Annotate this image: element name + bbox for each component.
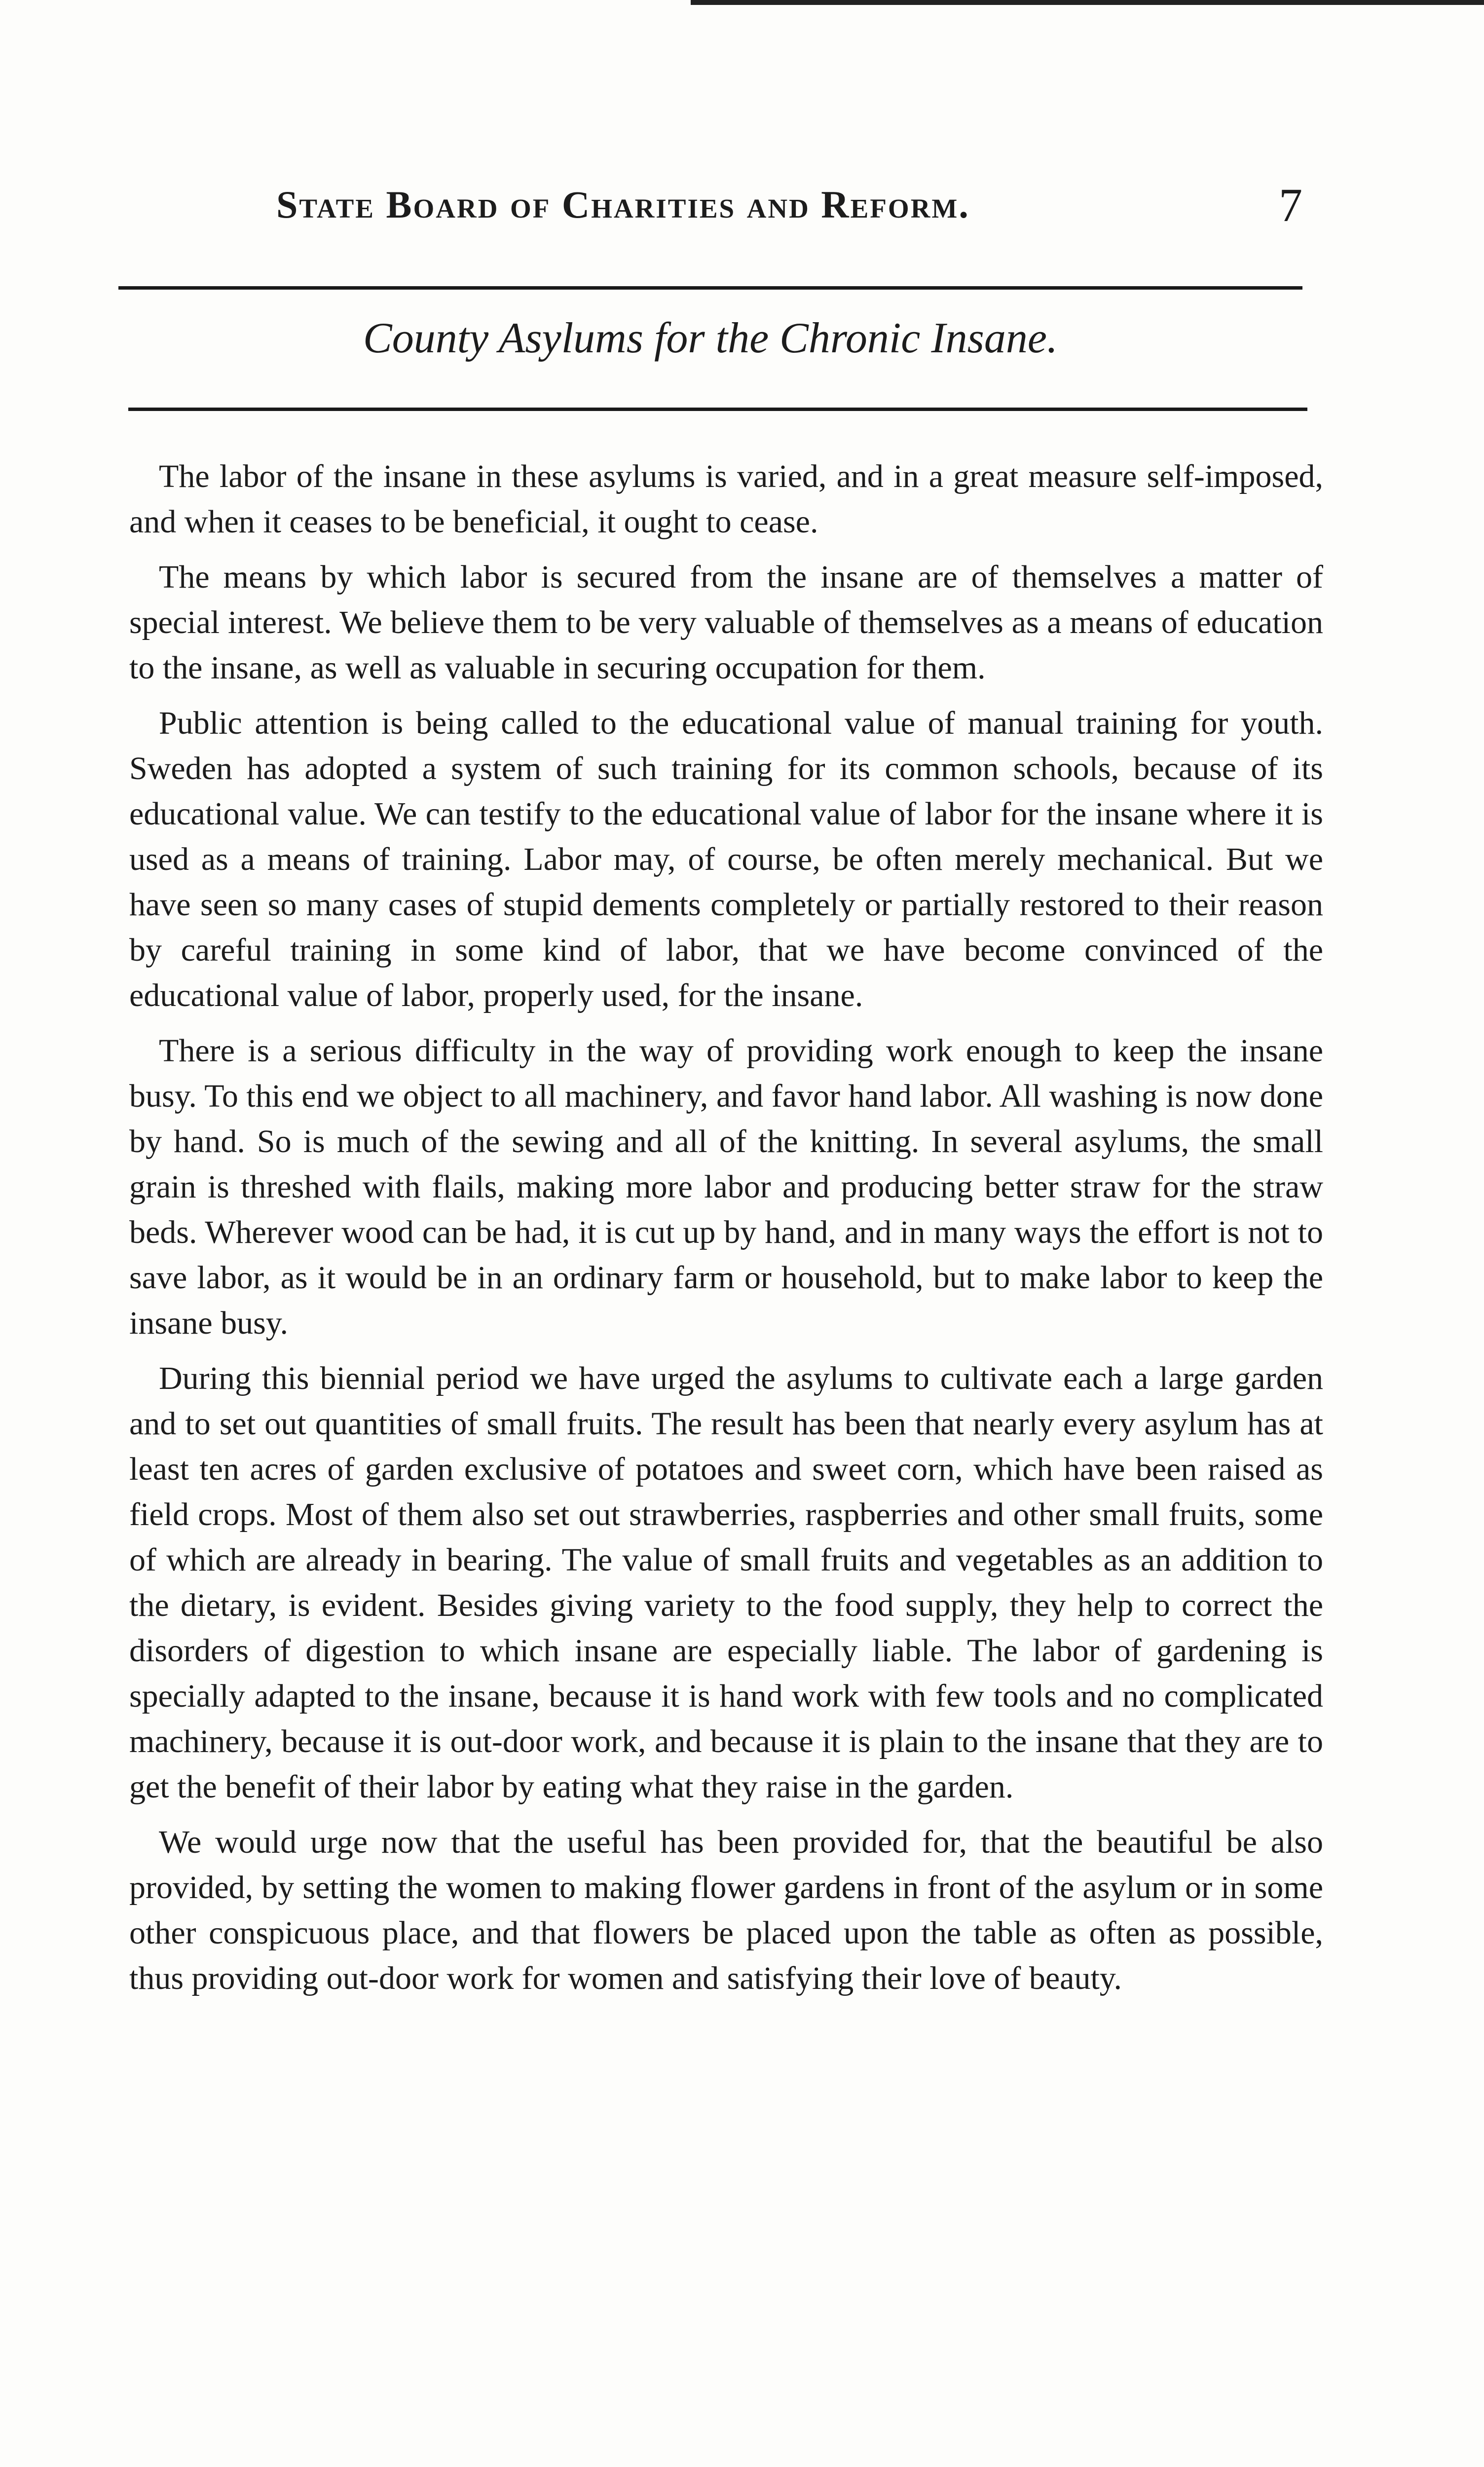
page-number: 7 xyxy=(1279,179,1302,231)
section-title: County Asylums for the Chronic Insane. xyxy=(363,314,1058,362)
bottom-rule xyxy=(128,408,1307,411)
paragraph: The means by which labor is secured from the insane are of themselves a matter of special interest. We believe them to be very valuable of themselves as a means of education to the insane, as well as valuable in securing occupation for them. xyxy=(129,559,1323,686)
page-top-edge xyxy=(691,0,1484,5)
paragraph: There is a serious difficulty in the way of providing work enough to keep the insane busy. To this end we object to all machinery, and favor hand labor. All washing is now done by hand. So is much of the sewing and all of the knitting. In several asylums, the small grain is threshed with flails, making more labor and producing better straw for the straw beds. Wherever wood can be had, it is cut up by hand, and in many ways the effort is not to save labor, as it would be in an ordinary farm or household, but to make labor to keep the insane busy. xyxy=(129,1033,1323,1341)
paragraph: Public attention is being called to the educational value of manual training for youth. Sweden has adopted a system of such training for its common schools, because of its educational value. We can testify to the educational value of labor for the insane where it is used as a means of training. Labor may, of course, be often merely mechanical. But we have seen so many cases of stupid dements completely or partially restored to their reason by careful training in some kind of labor, that we have become convinced of the educational value of labor, properly used, for the insane. xyxy=(129,705,1323,1013)
paragraph: During this biennial period we have urged the asylums to cultivate each a large garden and to set out quantities of small fruits. The result has been that nearly every asylum has at least ten acres of garden exclusive of potatoes and sweet corn, which have been raised as field crops. Most of them also set out strawberries, raspberries and other small fruits, some of which are already in bearing. The value of small fruits and vegetables as an addition to the dietary, is evident. Besides giving variety to the food supply, they help to correct the disorders of digestion to which insane are especially liable. The labor of gardening is specially adapted to the insane, because it is hand work with few tools and no complicated machinery, because it is out-door work, and because it is plain to the insane that they are to get the benefit of their labor by eating what they raise in the garden. xyxy=(129,1360,1323,1805)
body-text xyxy=(129,454,1323,2011)
top-rule xyxy=(118,286,1302,290)
paragraph: The labor of the insane in these asylums is varied, and in a great measure self-imposed, and when it ceases to be beneficial, it ought to cease. xyxy=(129,458,1323,540)
running-head: State Board of Charities and Reform. xyxy=(276,183,970,226)
paragraph: We would urge now that the useful has been provided for, that the beautiful be also provided, by setting the women to making flower gardens in front of the asylum or in some other conspicuous place, and that flowers be placed upon the table as often as possible, thus providing out-door work for women and satisfying their love of beauty. xyxy=(129,1824,1323,1996)
page-header xyxy=(276,178,1302,237)
